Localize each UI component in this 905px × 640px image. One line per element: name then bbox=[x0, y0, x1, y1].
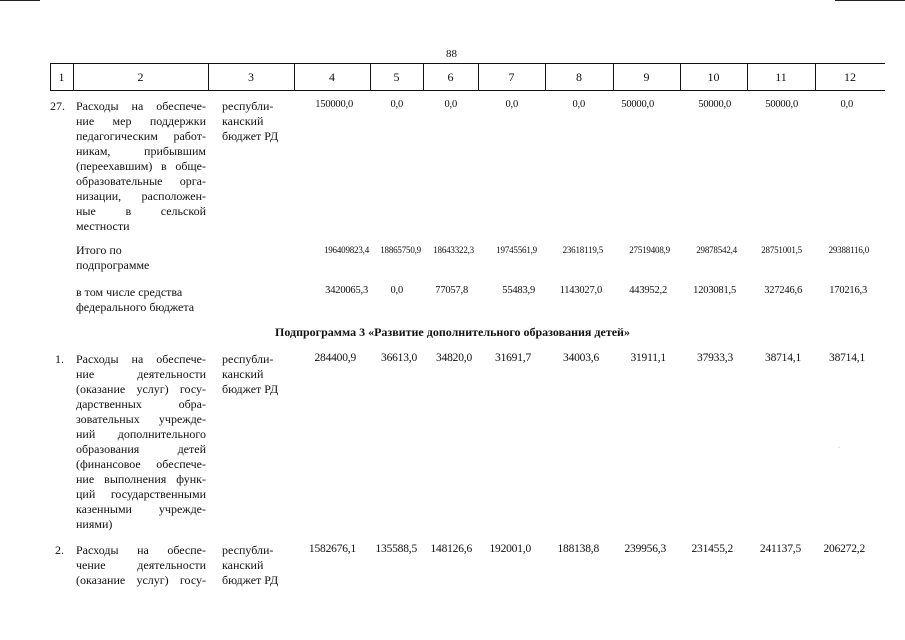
column-header: 12 bbox=[844, 70, 856, 84]
column-header: 3 bbox=[248, 70, 254, 84]
description-line: образовательные орга- bbox=[76, 174, 206, 188]
value-cell: 34003,6 bbox=[563, 352, 599, 364]
description-line: Расходы на обеспе- bbox=[76, 543, 206, 557]
value-cell: 443952,2 bbox=[629, 285, 667, 296]
column-header: 1 bbox=[58, 70, 65, 84]
value-cell: 231455,2 bbox=[691, 543, 733, 555]
value-cell: 135588,5 bbox=[375, 543, 417, 555]
value-cell: 0,0 bbox=[505, 99, 518, 110]
table-header-bottom-border bbox=[50, 90, 885, 91]
value-cell: 241137,5 bbox=[759, 543, 801, 555]
source-line: канский bbox=[222, 367, 264, 381]
row-description bbox=[76, 543, 206, 588]
description-line: Расходы на обеспече- bbox=[76, 352, 206, 366]
source-line: республи- bbox=[222, 352, 274, 366]
source-line: канский bbox=[222, 114, 264, 128]
column-header: 11 bbox=[775, 70, 787, 84]
column-header: 4 bbox=[329, 70, 335, 84]
description-line: (оказание услуг) госу- bbox=[76, 382, 206, 396]
value-cell: 50000,0 bbox=[698, 99, 731, 110]
column-header: 8 bbox=[576, 70, 582, 84]
value-cell: 327246,6 bbox=[764, 285, 802, 296]
description-line: ций государственными bbox=[76, 487, 206, 501]
value-cell: 28751001,5 bbox=[761, 245, 802, 255]
value-cell: 18643322,3 bbox=[433, 245, 474, 255]
value-cell: 150000,0 bbox=[315, 99, 353, 110]
description-line: Расходы на обеспече- bbox=[76, 99, 206, 113]
column-header: 7 bbox=[508, 70, 515, 84]
description-line: дарственных обра- bbox=[76, 397, 206, 411]
value-cell: 192001,0 bbox=[489, 543, 531, 555]
description-line: образования детей bbox=[76, 442, 206, 456]
description-line: ние выполнения функ- bbox=[76, 472, 206, 486]
source-line: республи- bbox=[222, 543, 274, 557]
source-line: бюджет РД bbox=[222, 129, 279, 143]
row-description bbox=[76, 99, 206, 234]
value-cell: 37933,3 bbox=[697, 352, 733, 364]
page-top-rule-right bbox=[835, 0, 905, 1]
row-number: 1. bbox=[55, 352, 64, 366]
description-line: ниями) bbox=[76, 517, 113, 531]
value-cell: 29878542,4 bbox=[696, 245, 737, 255]
description-line: в том числе средства bbox=[76, 285, 183, 299]
value-cell: 0,0 bbox=[840, 99, 853, 110]
description-line: никам, прибывшим bbox=[76, 144, 206, 158]
source-line: канский bbox=[222, 558, 264, 572]
value-cell: 284400,9 bbox=[314, 352, 356, 364]
value-cell: 1203081,5 bbox=[693, 285, 736, 296]
value-cell: 0,0 bbox=[390, 285, 403, 296]
value-cell: 31911,1 bbox=[630, 352, 666, 364]
source-line: бюджет РД bbox=[222, 573, 279, 587]
source-line: бюджет РД bbox=[222, 382, 279, 396]
column-header: 10 bbox=[707, 70, 720, 84]
value-cell: 170216,3 bbox=[829, 285, 867, 296]
description-line: зовательных учрежде- bbox=[76, 412, 206, 426]
column-header: 2 bbox=[137, 70, 144, 84]
description-line: (переехавшим) в обще- bbox=[76, 159, 206, 173]
value-cell: 196409823,4 bbox=[323, 245, 369, 255]
page-top-rule-left bbox=[0, 0, 40, 1]
description-line: педагогическим работ- bbox=[76, 129, 206, 143]
description-line: ние мер поддержки bbox=[76, 114, 206, 128]
value-cell: 206272,2 bbox=[823, 543, 865, 555]
description-line: чение деятельности bbox=[76, 558, 206, 572]
value-cell: 239956,3 bbox=[624, 543, 666, 555]
description-line: федерального бюджета bbox=[76, 300, 195, 314]
description-line: (финансовое обеспече- bbox=[76, 457, 206, 471]
value-cell: 27519408,9 bbox=[629, 245, 670, 255]
row-description bbox=[76, 285, 211, 315]
value-cell: 188138,8 bbox=[557, 543, 599, 555]
description-line: казенными учрежде- bbox=[76, 502, 206, 516]
source-line: республи- bbox=[222, 99, 274, 113]
description-line: ние деятельности bbox=[76, 367, 206, 381]
row-description bbox=[76, 243, 206, 273]
description-line: ний дополнительного bbox=[76, 427, 206, 441]
value-cell: 34820,0 bbox=[436, 352, 472, 364]
page-number: 88 bbox=[446, 48, 457, 60]
value-cell: 19745561,9 bbox=[496, 245, 537, 255]
table-top-border bbox=[50, 63, 885, 64]
value-cell: 38714,1 bbox=[829, 352, 865, 364]
description-line: Итого по bbox=[76, 243, 122, 257]
value-cell: 1143027,0 bbox=[559, 285, 602, 296]
value-cell: 38714,1 bbox=[765, 352, 801, 364]
funding-source bbox=[222, 99, 292, 144]
value-cell: 0,0 bbox=[444, 99, 457, 110]
value-cell: 18865750,9 bbox=[380, 245, 421, 255]
funding-source bbox=[222, 543, 292, 588]
description-line: подпрограмме bbox=[76, 258, 150, 272]
description-line: (оказание услуг) госу- bbox=[76, 573, 206, 587]
row-number: 27. bbox=[50, 99, 65, 113]
value-cell: 148126,6 bbox=[430, 543, 472, 555]
value-cell: 3420065,3 bbox=[325, 285, 368, 296]
row-description bbox=[76, 352, 206, 532]
value-cell: 0,0 bbox=[572, 99, 585, 110]
value-cell: 0,0 bbox=[390, 99, 403, 110]
value-cell: 55483,9 bbox=[502, 285, 535, 296]
column-header: 9 bbox=[643, 70, 650, 84]
value-cell: 50000,0 bbox=[765, 99, 798, 110]
value-cell: 31691,7 bbox=[495, 352, 531, 364]
value-cell: 77057,8 bbox=[435, 285, 468, 296]
value-cell: 50000,0 bbox=[621, 99, 654, 110]
row-number: 2. bbox=[55, 543, 64, 557]
scan-speck: · bbox=[838, 445, 840, 451]
value-cell: 1582676,1 bbox=[308, 543, 356, 555]
description-line: ные в сельской bbox=[76, 204, 206, 218]
description-line: низации, расположен- bbox=[76, 189, 206, 203]
value-cell: 29388116,0 bbox=[828, 245, 869, 255]
funding-source bbox=[222, 352, 292, 397]
column-header: 5 bbox=[393, 70, 400, 84]
value-cell: 23618119,5 bbox=[562, 245, 603, 255]
column-header: 6 bbox=[447, 70, 454, 84]
value-cell: 36613,0 bbox=[381, 352, 417, 364]
description-line: местности bbox=[76, 219, 130, 233]
section-title: Подпрограмма 3 «Развитие дополнительного образования детей» bbox=[275, 325, 630, 339]
